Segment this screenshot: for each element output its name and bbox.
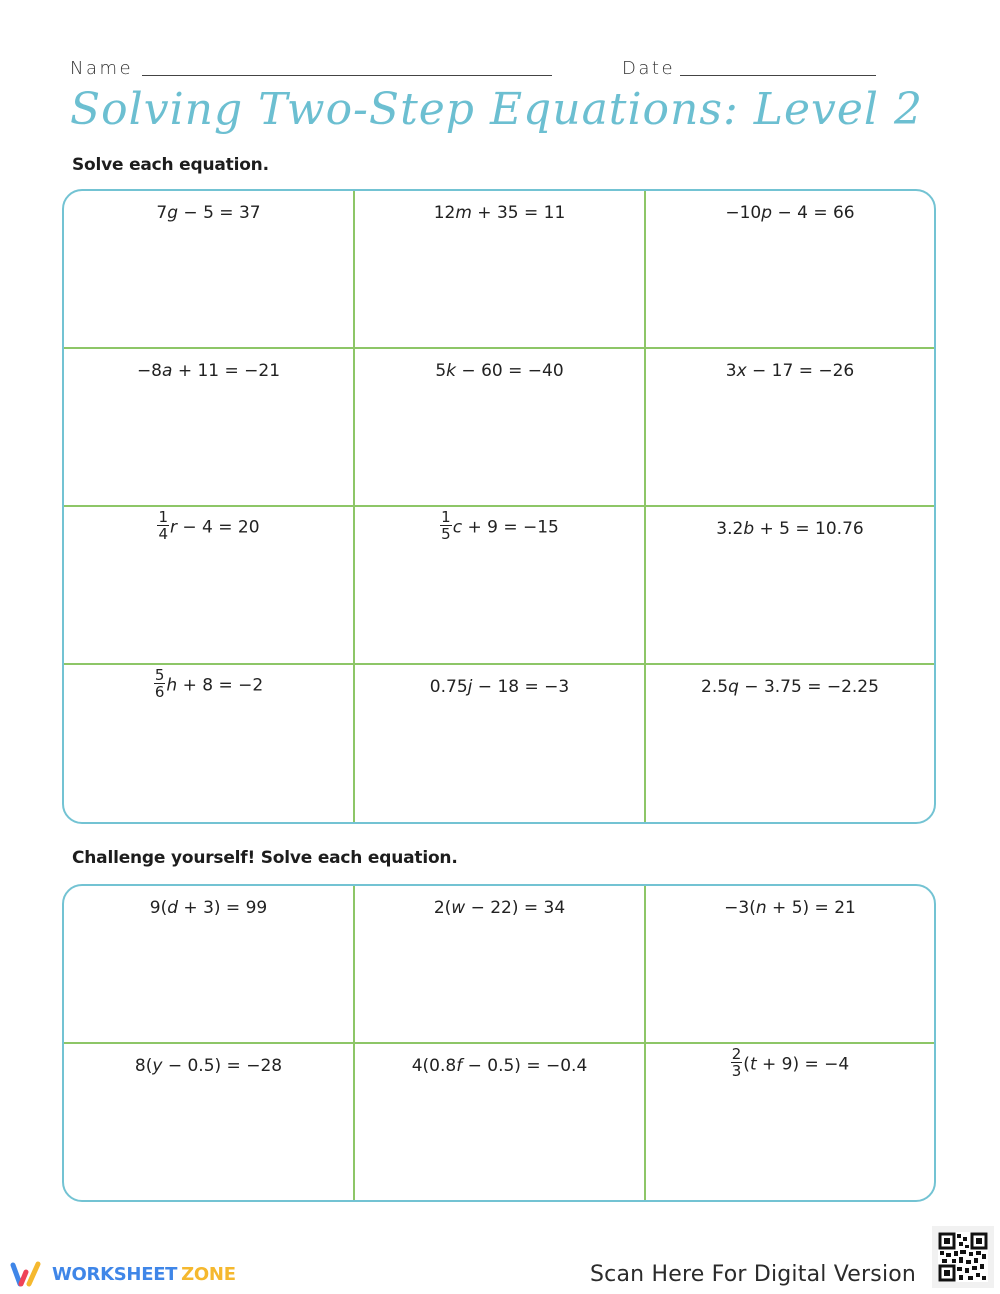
equation: 8(y − 0.5) = −28 <box>134 1056 283 1076</box>
problem-cell[interactable] <box>64 191 355 349</box>
problem-cell[interactable] <box>355 886 646 1044</box>
equation: 3x − 17 = −26 <box>725 361 855 381</box>
problem-cell[interactable] <box>64 349 355 507</box>
equation: −8a + 11 = −21 <box>136 361 281 381</box>
name-date-row <box>70 58 890 82</box>
date-field[interactable] <box>680 75 876 76</box>
equation: 5k − 60 = −40 <box>435 361 564 381</box>
equation: 12m + 35 = 11 <box>433 203 566 223</box>
date-label: Date <box>622 58 676 79</box>
problem-cell[interactable] <box>646 349 934 507</box>
problem-cell[interactable] <box>64 665 355 822</box>
equation: 2(w − 22) = 34 <box>433 898 566 918</box>
fraction: $\frac{5}{6}$ <box>154 666 165 701</box>
equation: 3.2b + 5 = 10.76 <box>716 519 864 539</box>
name-field[interactable] <box>142 75 552 76</box>
section1-instruction: Solve each equation. <box>72 155 269 175</box>
problem-cell[interactable] <box>355 191 646 349</box>
equation: 9(d + 3) = 99 <box>149 898 268 918</box>
problem-cell[interactable] <box>646 665 934 822</box>
problem-cell[interactable] <box>355 349 646 507</box>
problem-cell[interactable] <box>646 191 934 349</box>
worksheet-title: Solving Two-Step Equations: Level 2 <box>70 84 923 135</box>
equation: $\frac{1}{5}$ c + 9 = −15 <box>441 508 559 543</box>
equation: 7g − 5 = 37 <box>156 203 261 223</box>
problem-cell[interactable] <box>355 507 646 665</box>
problem-cell[interactable] <box>64 507 355 665</box>
equation: −10p − 4 = 66 <box>725 203 855 223</box>
equation-grid-1 <box>62 189 936 824</box>
name-label: Name <box>70 58 134 79</box>
equation: $\frac{2}{3}$ (t + 9) = −4 <box>731 1045 850 1080</box>
fraction: $\frac{2}{3}$ <box>731 1045 742 1080</box>
equation-grid-2 <box>62 884 936 1202</box>
brand-name: WORKSHEET ZONE <box>52 1263 236 1285</box>
equation: $\frac{5}{6}$ h + 8 = −2 <box>154 666 264 701</box>
worksheet-zone-logo[interactable] <box>8 1258 236 1290</box>
problem-cell[interactable] <box>64 886 355 1044</box>
qr-code[interactable] <box>932 1226 994 1288</box>
equation: −3(n + 5) = 21 <box>724 898 856 918</box>
equation: 0.75j − 18 = −3 <box>429 677 570 697</box>
problem-cell[interactable] <box>64 1044 355 1200</box>
qr-code-icon <box>932 1226 994 1288</box>
problem-cell[interactable] <box>355 665 646 822</box>
problem-cell[interactable] <box>355 1044 646 1200</box>
worksheet-zone-logo-icon <box>8 1259 46 1289</box>
problem-cell[interactable] <box>646 507 934 665</box>
fraction: $\frac{1}{4}$ <box>158 508 168 543</box>
section2-instruction: Challenge yourself! Solve each equation. <box>72 848 458 868</box>
equation: $\frac{1}{4}$ r − 4 = 20 <box>158 508 260 543</box>
equation: 4(0.8f − 0.5) = −0.4 <box>411 1056 588 1076</box>
scan-instruction: Scan Here For Digital Version <box>590 1262 917 1287</box>
problem-cell[interactable] <box>646 1044 934 1200</box>
fraction: $\frac{1}{5}$ <box>441 508 451 543</box>
problem-cell[interactable] <box>646 886 934 1044</box>
equation: 2.5q − 3.75 = −2.25 <box>701 677 879 697</box>
